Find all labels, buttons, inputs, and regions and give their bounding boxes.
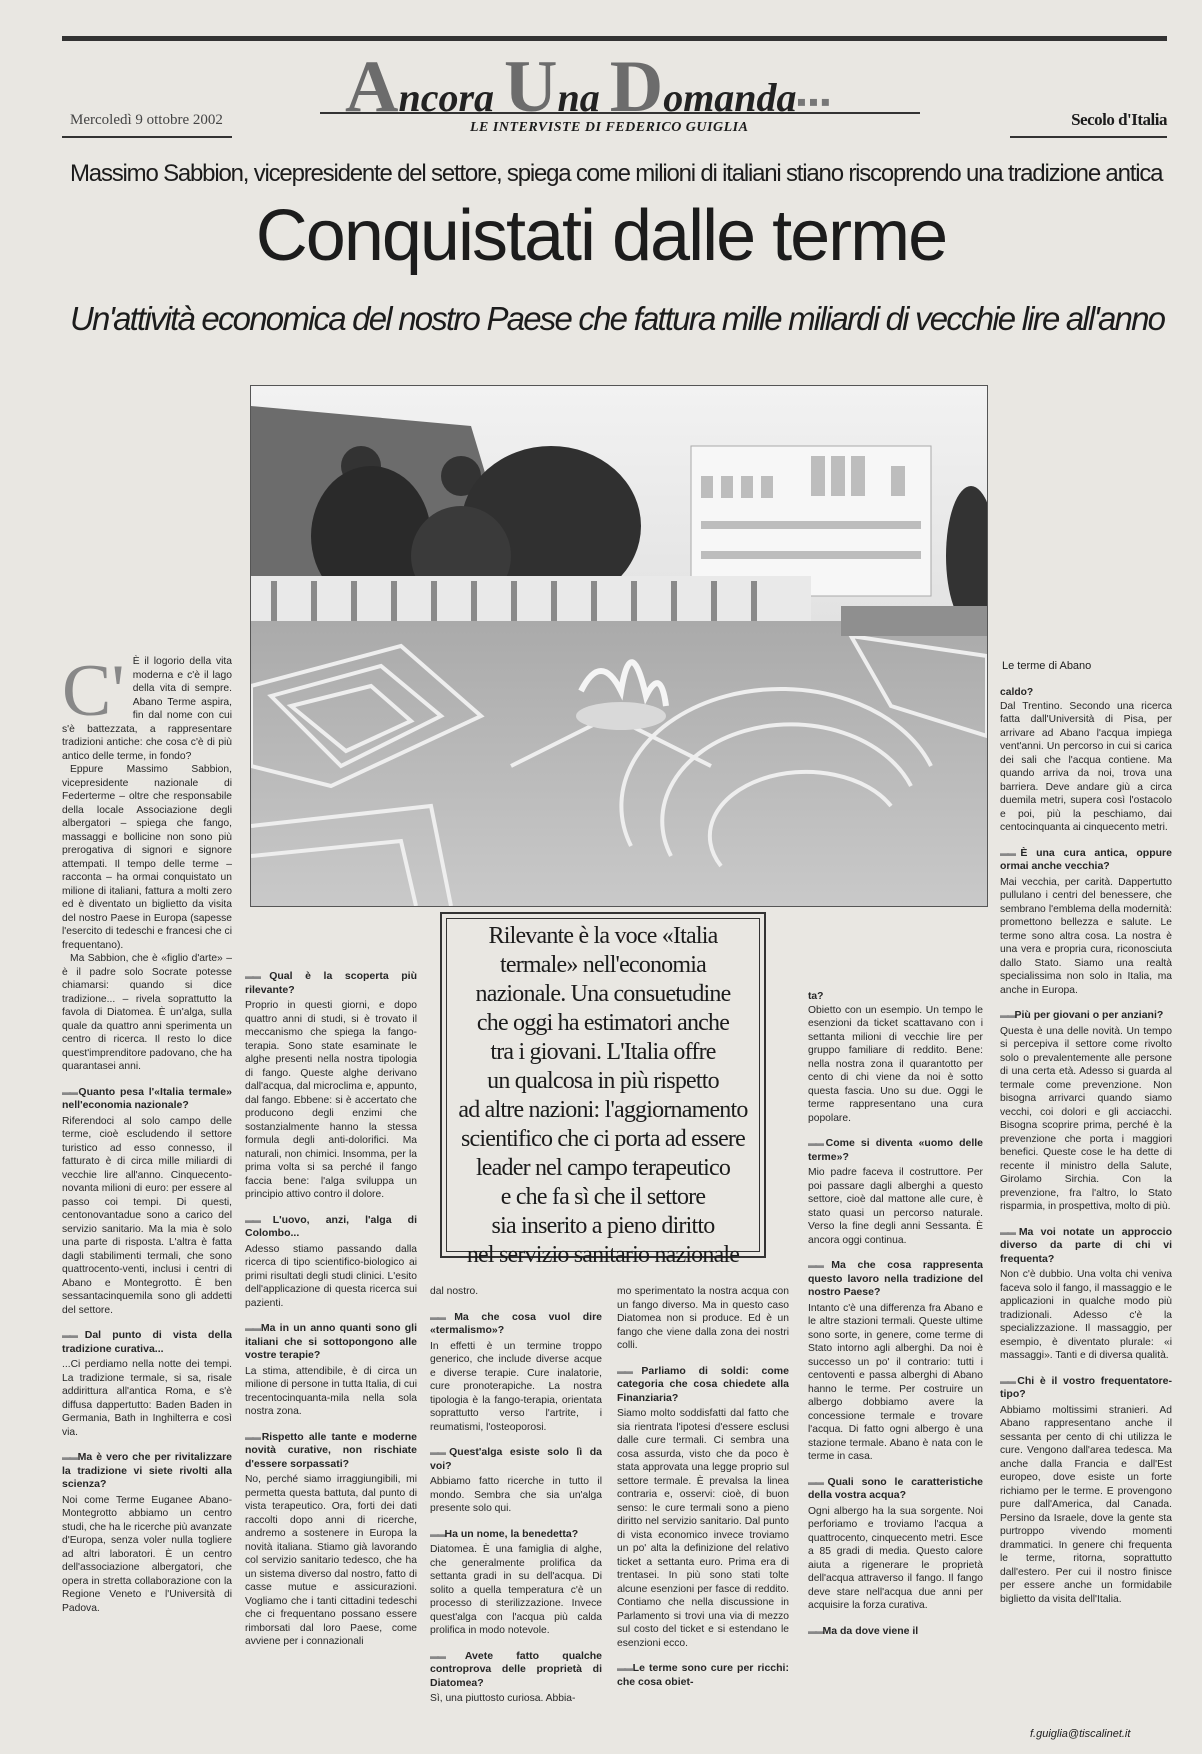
answer: Mio padre faceva il costruttore. Per poi passare dagli alberghi a questo settore, cioè dal mattone alle cure, è stato quasi un percorso naturale. Verso la fine degli anni Sessanta. È ancora oggi continua. — [808, 1167, 983, 1246]
answer: Obietto con un esempio. Un tempo le esenzioni da ticket scattavano con i settanta milioni di vecchie lire per gruppo familiare di reddito. Bene: nella nostra zona il quarantotto per cento di chi viene da noi è sotto questa fascia. Uno su due. Oggi le terme rappresentano una cura popolare. — [808, 1004, 983, 1124]
question: ▬▬ Quanto pesa l'«Italia termale» nell'economia nazionale? — [62, 1086, 232, 1113]
answer: ta? — [808, 991, 824, 1002]
answer: Adesso stiamo passando dalla ricerca di tipo scientifico-biologico ai primi risultati degli studi clinici. L'esito dell'applicazione di questa ricerca sui pazienti. — [245, 1243, 417, 1309]
logo-word-3: omanda — [663, 75, 797, 120]
question: ▬▬ Rispetto alle tante e moderne novità curative, non rischiate d'essere sorpassati? — [245, 1431, 417, 1472]
question: ▬▬ Come si diventa «uomo delle terme»? — [808, 1137, 983, 1164]
question: ▬▬ Avete fatto qualche controprova delle proprietà di Diatomea? — [430, 1650, 602, 1691]
column-4 — [617, 1285, 789, 1730]
question: ▬▬ Quest'alga esiste solo lì da voi? — [430, 1446, 602, 1473]
pullquote-line: leader nel campo terapeutico — [475, 1155, 731, 1181]
question: ▬▬ Ma che cosa rappresenta questo lavoro nella tradizione del nostro Paese? — [808, 1259, 983, 1300]
answer: Diatomea. È una famiglia di alghe, che generalmente prolifica da settanta gradi in su dell'acqua. Di solito a quella temperatura c'è un processo di sterilizzazione. Invece quest'alga con l'acqua più calda prolifica in modo notevole. — [430, 1544, 602, 1636]
question: ▬▬ Ma che cosa vuol dire «termalismo»? — [430, 1311, 602, 1338]
question: ▬▬ Ha un nome, la benedetta? — [430, 1528, 602, 1542]
top-rule — [62, 36, 1167, 41]
question: ▬▬ Qual è la scoperta più rilevante? — [245, 970, 417, 997]
column-2 — [245, 970, 417, 1730]
logo-word-1: ncora — [398, 75, 495, 120]
pullquote-line: nel servizio sanitario nazionale — [466, 1242, 740, 1268]
pullquote-line: un qualcosa in più rispetto — [487, 1068, 719, 1094]
answer: ...Ci perdiamo nella notte dei tempi. La tradizione termale, si sa, risale addirittura all'antica Roma, e s'è diffusa dappertutto: Baden Baden in Germania, Bath in Inghilterra e così via. — [62, 1359, 232, 1438]
question: ▬▬ Chi è il vostro frequentatore-tipo? — [1000, 1375, 1172, 1402]
answer: Siamo molto soddisfatti dal fatto che sia rientrata l'ipotesi d'essere esclusi dalle cure termali. Ci sembra una cosa assurda, visto che da poco è stata approvata una legge proprio sul settore termale. È prevalsa la linea contraria e, osservi: cioè, di buon senso: le cure termali sono a pieno diritto nel servizio sanitario. Dal punto di vista economico invece troviamo un po' alta la definizione del relativo ticket a settanta euro. Prima era di trentasei. In più sono stati tolte alcune esenzioni per fasce di reddito. Contiamo che nella discussione in Parlamento si trovi una via di mezzo sul costo del ticket e si estendano le esenzioni ecco. — [617, 1408, 789, 1649]
column-5 — [808, 990, 983, 1730]
answer: Abbiamo moltissimi stranieri. Ad Abano rappresentano anche il sessanta per cento di chi utilizza le cure. Vengono dall'area tedesca. Ma anche dalla Francia e dall'Est europeo, dove esiste un forte richiamo per le terme. E provengono pure dall'America, dal Canada. Persino da Israele, dove la gente sta purtroppo vivendo momenti drammatici. In genere chi frequenta le terme, ritorna, soprattutto dall'estero. Per cui il nostro finisce per essere anche un formidabile biglietto da visita dell'Italia. — [1000, 1404, 1172, 1605]
logo-dots: ▪▪▪ — [796, 87, 833, 118]
pullquote-line: scientifico che ci porta ad essere — [461, 1126, 745, 1152]
question: ▬▬ Più per giovani o per anziani? — [1000, 1009, 1172, 1023]
pullquote-line: e che fa sì che il settore — [500, 1184, 706, 1210]
answer: Intanto c'è una differenza fra Abano e le altre stazioni termali. Queste ultime sono sorte, in genere, come terme di Stato intorno agli alberghi. Da noi è successo un po' il contrario: tutti i centoventi e passa alberghi di Abano hanno le terme. Per costruire un albergo dobbiamo avere la concessione termale e trovare l'acqua. Di fatto ogni albergo è una stazione termale. Abano è nata con le terme in casa. — [808, 1302, 983, 1462]
pullquote-line: termale» nell'economia — [500, 952, 706, 978]
terme-photo — [250, 385, 988, 907]
answer: Sì, una piuttosto curiosa. Abbia- — [430, 1693, 576, 1704]
drop-cap: C' — [62, 655, 125, 732]
answer: Mai vecchia, per carità. Dappertutto pullulano i centri del benessere, che sembrano l'emblema della modernità: promettono bellezza e salute. Le terme sono altra cosa. La nostra è una vera e propria cura, riconosciuta dallo Stato. Siamo una realtà specialissima non solo in Italia, ma anche in Europa. — [1000, 876, 1172, 996]
intro-paragraph: È il logorio della vita moderna e c'è il lago della vita di sempre. Abano Terme aspira, fin dal nome con cui s'è battezzata, a rappresentare tradizioni antiche: che cosa c'è di più antico delle terme, in fondo? — [62, 656, 232, 762]
answer: dal nostro. — [430, 1286, 479, 1297]
body-paragraph: Eppure Massimo Sabbion, vicepresidente nazionale di Federterme – oltre che responsabile della locale Associazione degli albergatori – spiega che fango, massaggi e bollicine non sono più prerogativa di signori e signore attempati. Il tempo delle terme – racconta – ha ormai conquistato un milione di italiani, fattura a molti zero ed è diventato un biglietto da visita del nostro Paese in Europa (sapesse l'esercito di tedeschi e francesi che ci frequentano). — [62, 764, 232, 951]
answer: Non c'è dubbio. Una volta chi veniva faceva solo il fango, il massaggio e le applicazioni in qualche modo più tradizionali. Adesso c'è la specializzazione. Il massaggio, per esempio, è diventato plurale: «i massaggi». Tanti e di diversa qualità. — [1000, 1269, 1172, 1361]
answer: Proprio in questi giorni, e dopo quattro anni di studi, si è trovato il meccanismo che spiega la fango-terapia. Sono state esaminate le alghe presenti nella nostra tipologia di fango. Queste alghe derivano dall'acqua, dal microclima e, appunto, dal fango. Ebbene: si è accertato che producono degli enzimi che sostanzialmente hanno la stessa formula degli anti-dolorifici. Ma naturali, non chimici. Insomma, per la prima volta si sa perché il fango faccia bene: l'alga sviluppa un principio attivo contro il dolore. — [245, 1000, 417, 1200]
pullquote-line: tra i giovani. L'Italia offre — [490, 1039, 716, 1065]
answer: In effetti è un termine troppo generico, che include diverse acque e diverse terapie. Cure inalatorie, cure pronoterapiche. La nostra tipologia è la fango-terapia, orientata soprattutto verso l'artrite, i reumatismi, l'osteoporosi. — [430, 1340, 602, 1433]
pull-quote — [440, 912, 766, 1268]
photo-caption: Le terme di Abano — [1002, 660, 1092, 672]
body-paragraph: Ma Sabbion, che è «figlio d'arte» – è il padre solo Socrate potesse chiamarsi: quando si dice tradizione... – rivela soprattutto la favola di Diatomea. È un'alga, sulla quale da quattro anni sperimenta un centro di ricerca. Il resto lo dice quest'imprenditore padovano, che ha quarantasei anni. — [62, 953, 232, 1072]
pullquote-line: ad altre nazioni: l'aggiornamento — [458, 1097, 748, 1123]
pullquote-line: che oggi ha estimatori anche — [476, 1010, 730, 1036]
answer: No, perché siamo irraggiungibili, mi permetta questa battuta, dal punto di vista terapeutico. Ora, forti dei dati raccolti dopo anni di ricerche, andremo a sostenere in Europa la novità italiana. Stiamo già lavorando col servizio sanitario tedesco, che ha un sistema diverso dal nostro, fatto di casse mutue e assicurazioni. Vogliamo che i tanti cittadini tedeschi che ci frequentano possano essere rimborsati dal loro Paese, come avviene per i connazionali — [245, 1474, 417, 1647]
kicker: Massimo Sabbion, vicepresidente del settore, spiega come milioni di italiani stiano riscoprendo una tradizione antica — [70, 160, 1163, 187]
column-1 — [62, 655, 232, 1730]
masthead-rule-left — [62, 136, 232, 138]
logo-word-2: na — [557, 75, 600, 120]
answer: Noi come Terme Euganee Abano-Montegrotto abbiamo un centro studi, che ha le ricerche più avanzate d'Europa, senza voler nulla togliere ad altri laboratori. È un centro dell'associazione albergatori, che opera in stretta collaborazione con la Regione Veneto e l'Università di Padova. — [62, 1494, 232, 1614]
question: ▬▬ Dal punto di vista della tradizione curativa... — [62, 1329, 232, 1356]
answer: Ogni albergo ha la sua sorgente. Noi perforiamo e troviamo l'acqua a quattrocento, cinquecento metri. Esce a 85 gradi di media. Questo calore aiuta a rigenerare le proprietà dell'acqua attraverso il fango. Il fango deve stare nell'acqua due anni per acquisire la forza curativa. — [808, 1505, 983, 1611]
answer: Dal Trentino. Secondo una ricerca fatta dall'Università di Pisa, per arrivare ad Abano l'acqua impiega vent'anni. Un percorso in cui si carica dei sali che l'acqua contiene. Ma quando arriva da noi, trova una barriera. Deve andare giù a circa duemila metri, supera così l'ostacolo e poi, più la peschiamo, dai centocinquanta ai cinquecento metri. — [1000, 700, 1172, 833]
question: ▬▬ È una cura antica, oppure ormai anche vecchia? — [1000, 847, 1172, 874]
answer: La stima, attendibile, è di circa un milione di persone in tutta Italia, di cui trecentocinquanta-mila nella sola nostra zona. — [245, 1365, 417, 1417]
paper-name: Secolo d'Italia — [1071, 110, 1167, 129]
column-3 — [430, 1285, 602, 1730]
question: ▬▬ Parliamo di soldi: come categoria che cosa chiedete alla Finanziaria? — [617, 1365, 789, 1406]
logo-letter-a: A — [345, 46, 399, 128]
author-email: f.guiglia@tiscalinet.it — [1030, 1728, 1131, 1740]
column-6 — [1000, 686, 1172, 1721]
question: ▬▬ Ma in un anno quanti sono gli italiani che si sottopongono alle vostre terapie? — [245, 1322, 417, 1363]
pullquote-line: sia inserito a pieno diritto — [491, 1213, 715, 1239]
issue-date: Mercoledì 9 ottobre 2002 — [70, 112, 223, 128]
answer: Riferendoci al solo campo delle terme, cioè escludendo il settore turistico ad esso connesso, il fatturato è di circa mille miliardi di vecchie lire all'anno. Cinquecento-novanta milioni di euro: per essere al passo coi tempi. Di questi, centonovantadue sono a carico del servizio sanitario. Ma la mia è solo una parte di risposta. L'altra è fatta dagli stabilimenti termali, che sono quattrocento-venti, inclusi i centri di Abano e Montegrotto. È ben sessantacinquemila sono gli addetti del settore. — [62, 1115, 232, 1316]
pullquote-line: Rilevante è la voce «Italia — [488, 923, 718, 949]
headline: Conquistati dalle terme — [255, 196, 947, 276]
question: ▬▬ Quali sono le caratteristiche della vostra acqua? — [808, 1476, 983, 1503]
question: ▬▬ Le terme sono cure per ricchi: che cosa obiet- — [617, 1662, 789, 1689]
masthead-rule-right — [1010, 136, 1167, 138]
answer: caldo? — [1000, 687, 1034, 698]
subheadline: Un'attività economica del nostro Paese che fattura mille miliardi di vecchie lire all'anno — [70, 300, 1165, 337]
pullquote-line: nazionale. Una consuetudine — [475, 981, 731, 1007]
question: ▬▬ L'uovo, anzi, l'alga di Colombo... — [245, 1214, 417, 1241]
answer: Abbiamo fatto ricerche in tutto il mondo. Sembra che sia un'alga presente solo qui. — [430, 1476, 602, 1514]
logo-letter-d: D — [609, 46, 664, 128]
question: ▬▬ Ma è vero che per rivitalizzare la tradizione vi siete rivolti alla scienza? — [62, 1451, 232, 1492]
answer: Questa è una delle novità. Un tempo si percepiva il settore come rivolto solo o prevalentemente alle persone di una certa età. Adesso si guarda al termale come prevenzione. Non bisogna arrivarci quando siamo vecchi, coi dolori e gli acciacchi. Bisogna scoprire prima, perché è la prevenzione che porta i maggiori benefici. Queste cose le ha dette di recente il ministro della Salute, Girolamo Sirchia. Con la prevenzione, fra l'altro, lo Stato risparmia, in prospettiva, molto di più. — [1000, 1025, 1172, 1212]
logo-letter-u: U — [504, 46, 558, 128]
question: ▬▬ Ma voi notate un approccio diverso da parte di chi vi frequenta? — [1000, 1226, 1172, 1267]
answer: mo sperimentato la nostra acqua con un fango diverso. Ma in questo caso Diatomea non si produce. Ed è un fango che viene dalla zona dei nostri colli. — [617, 1286, 789, 1351]
series-byline: LE INTERVISTE DI FEDERICO GUIGLIA — [470, 120, 749, 135]
question: ▬▬ Ma da dove viene il — [808, 1625, 983, 1639]
